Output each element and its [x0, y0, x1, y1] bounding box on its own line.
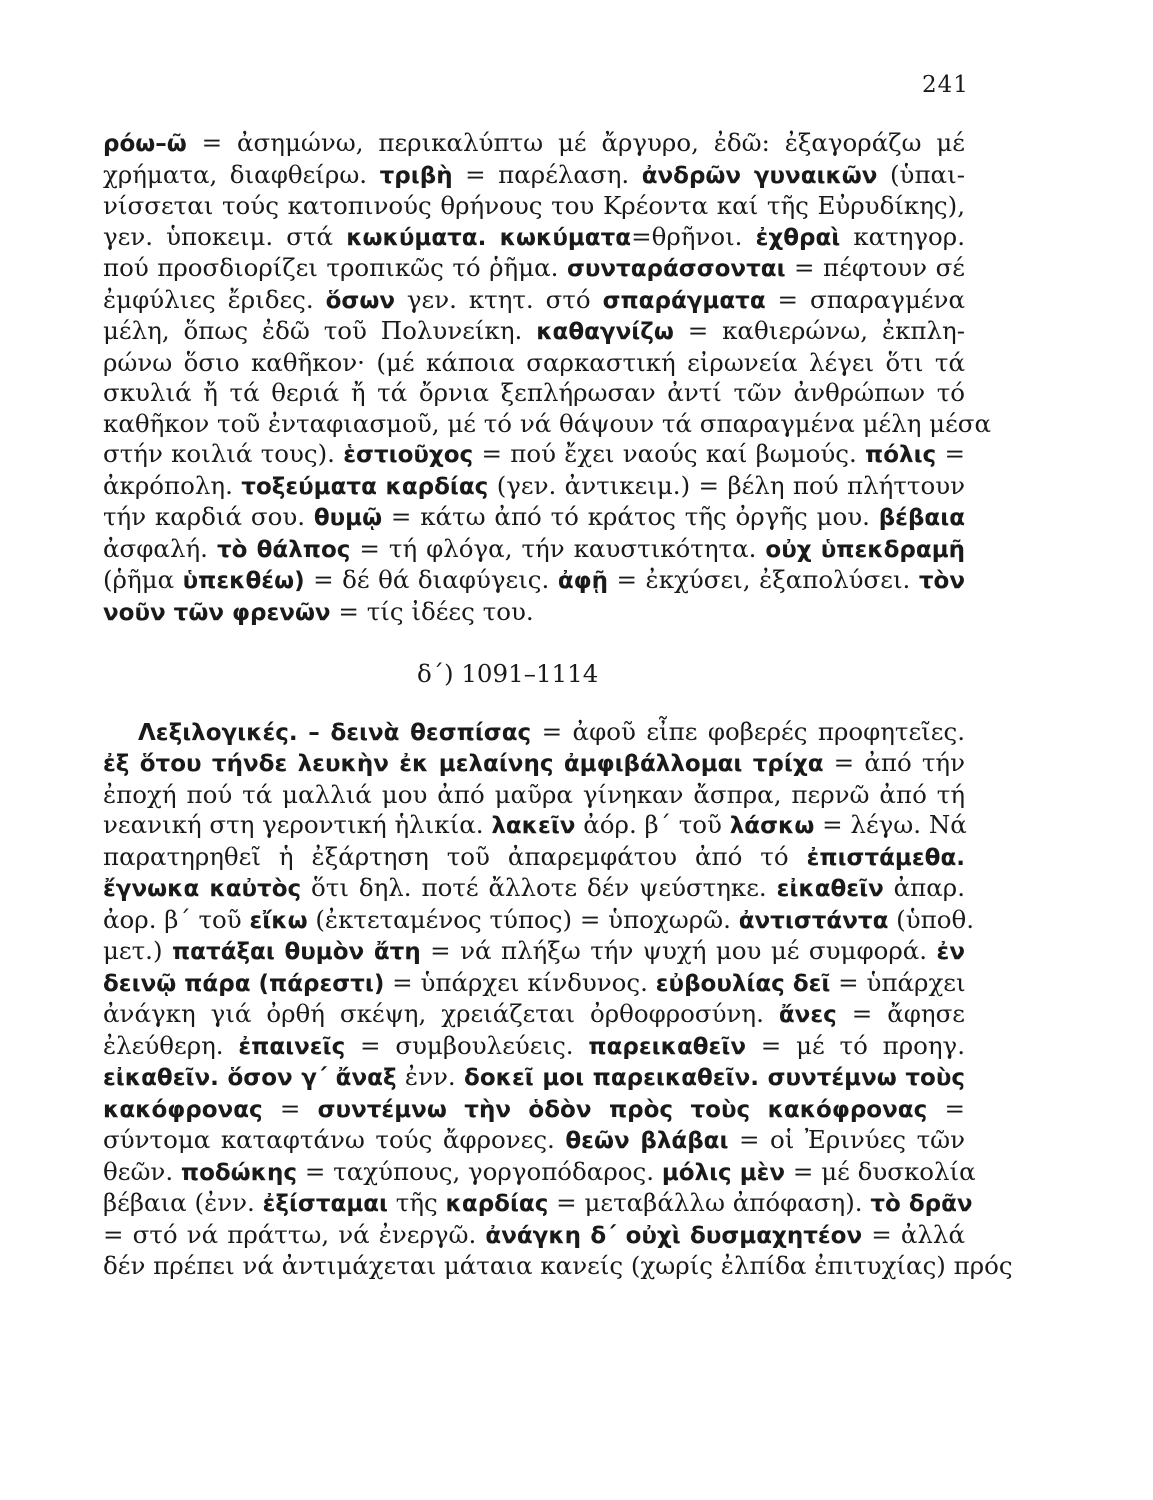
gloss-text: τῆς — [388, 1188, 446, 1217]
gloss-text: = πού ἔχει ναούς καί βωμούς. — [473, 439, 866, 468]
text-line — [103, 936, 965, 968]
text-line — [103, 748, 965, 780]
gloss-text: (ἐκτεταμένος τύπος) = ὑποχωρῶ. — [307, 904, 739, 934]
gloss-text: ρώνω ὅσιο καθῆκον· (μέ κάποια σαρκαστική εἰρωνεία λέγει ὅτι τά — [103, 347, 965, 377]
gloss-text: = μέ δυσκολία — [785, 1156, 976, 1186]
gloss-text: (ὑπαι- — [877, 159, 965, 189]
text-line — [103, 439, 965, 471]
gloss-text: χρήματα, διαφθείρω. — [103, 159, 380, 189]
glossary-term: παρεικαθεῖν — [588, 1033, 746, 1060]
gloss-text: γεν. ὑποκειμ. στά — [103, 221, 347, 251]
text-line — [103, 1251, 1013, 1282]
glossary-term: κακόφρονας — [103, 1096, 263, 1123]
glossary-term: πατάξαι θυμὸν ἄτη — [171, 939, 421, 965]
gloss-text: = — [936, 439, 965, 468]
glossary-term: λάσκω — [729, 813, 815, 839]
glossary-term: ἄνες — [778, 1002, 837, 1028]
glossary-term: ἐχθραὶ — [755, 224, 841, 251]
gloss-text: βέβαια (ἐνν. — [103, 1188, 263, 1217]
gloss-text: ἀορ. β΄ τοῦ — [103, 904, 250, 934]
gloss-text: = ἀφοῦ εἶπε φοβερές προφητεῖες. — [531, 716, 965, 746]
glossary-term: εἰκαθεῖν. ὅσον γ΄ ἄναξ — [103, 1065, 397, 1091]
gloss-text: σύντομα καταφτάνω τούς ἄφρονες. — [103, 1125, 566, 1154]
gloss-text: ἀνάγκη γιά ὀρθή σκέψη, χρειάζεται ὀρθοφροσύνη. — [103, 999, 779, 1028]
glossary-term: οὐχ ὑπεκδραμῆ — [765, 536, 965, 563]
glossary-term: τοξεύματα καρδίας — [241, 473, 489, 500]
gloss-text: = ἀσημώνω, περικαλύπτω μέ ἄργυρο, ἐδῶ: ἐξαγοράζω μέ — [186, 128, 965, 157]
gloss-text: = ὑπάρχει — [830, 967, 966, 997]
gloss-text: ἐνν. — [396, 1062, 465, 1091]
glossary-term: ἐξ ὅτου τήνδε λευκὴν ἐκ μελαίνης ἀμφιβάλλομαι τρίχα — [103, 751, 824, 777]
gloss-text: = — [927, 1093, 965, 1123]
glossary-term: σπαράγματα — [602, 287, 766, 314]
gloss-text: νεανική στη γεροντική ἡλικία. — [103, 810, 492, 839]
gloss-text: =θρῆνοι. — [631, 221, 756, 251]
gloss-text: ἐμφύλιες ἔριδες. — [103, 284, 326, 314]
glossary-term: τριβὴ — [379, 162, 453, 189]
glossary-block-1 — [103, 128, 992, 628]
gloss-text: = μεταβάλλω ἀπόφαση). — [548, 1188, 871, 1217]
glossary-term: βέβαια — [878, 505, 965, 531]
glossary-term: ἐπαινεῖς — [238, 1033, 346, 1060]
text-line — [103, 999, 965, 1031]
gloss-text: ἀσφαλή. — [103, 533, 217, 563]
gloss-text: = κάτω ἀπό τό κράτος τῆς ὀργῆς μου. — [382, 502, 879, 531]
text-line — [103, 253, 965, 285]
gloss-text: ἐλεύθερη. — [103, 1030, 239, 1060]
text-line — [103, 128, 965, 160]
text-line — [103, 565, 965, 597]
text-line — [103, 717, 965, 749]
text-line — [103, 1094, 965, 1126]
gloss-text: ἐποχή πού τά μαλλιά μου ἀπό μαῦρα γίνηκαν ἄσπρα, περνῶ ἀπό τή — [103, 779, 965, 809]
glossary-term: ἀντιστάντα — [738, 907, 889, 934]
glossary-term: νοῦν τῶν φρενῶν — [103, 599, 331, 626]
glossary-term: συνταράσσονται — [566, 256, 786, 282]
gloss-text: σκυλιά ἤ τά θεριά ἤ τά ὄρνια ξεπλήρωσαν ἀντί τῶν ἀνθρώπων τό — [103, 378, 965, 407]
glossary-term: ἐξίσταμαι — [262, 1191, 389, 1217]
gloss-text: δέν πρέπει νά ἀντιμάχεται μάταια κανείς (χωρίς ἐλπίδα ἐπιτυχίας) πρός — [103, 1251, 1013, 1280]
gloss-text: = καθιερώνω, ἐκπλη- — [673, 316, 965, 345]
gloss-text: = νά πλήξω τήν ψυχή μου μέ συμφορά. — [420, 936, 937, 965]
glossary-term: Λεξιλογικές. – δεινὰ θεσπίσας — [138, 719, 532, 746]
gloss-text: ὅτι δηλ. ποτέ ἄλλοτε δέν ψεύστηκε. — [301, 873, 777, 902]
gloss-text: = ἀλλά — [862, 1219, 965, 1249]
glossary-term: ἐπιστάμεθα. — [806, 844, 965, 871]
text-line — [103, 904, 975, 937]
gloss-text: κατηγορ. — [840, 221, 966, 251]
glossary-term: εὐβουλίας δεῖ — [655, 970, 831, 997]
text-line — [103, 780, 965, 811]
text-line — [103, 378, 965, 409]
gloss-text: μετ.) — [103, 936, 172, 965]
gloss-text: τήν καρδιά σου. — [103, 502, 314, 531]
text-line — [103, 810, 965, 842]
text-line — [103, 1220, 965, 1252]
gloss-text: = ἀπό τήν — [823, 748, 965, 777]
page-text — [103, 128, 1013, 1282]
glossary-block-2 — [103, 716, 1013, 1282]
gloss-text: = σπαραγμένα — [765, 284, 965, 314]
glossary-term: καθαγνίζω — [536, 319, 674, 345]
text-line — [103, 534, 965, 566]
glossary-term: θεῶν βλάβαι — [565, 1128, 729, 1154]
text-line — [103, 471, 965, 503]
gloss-text: = πέφτουν σέ — [785, 253, 965, 282]
text-line — [103, 873, 965, 905]
gloss-text: = λέγω. Νά — [814, 810, 967, 839]
glossary-term: τὸν — [918, 568, 965, 594]
gloss-text: = ταχύπους, γοργοπόδαρος. — [297, 1156, 662, 1186]
glossary-term: δεινῷ πάρα (πάρεστι) — [103, 970, 385, 997]
glossary-term: ὑπεκθέω) — [182, 568, 305, 594]
glossary-term: καρδίας — [445, 1191, 549, 1217]
gloss-text: = μέ τό προηγ. — [746, 1030, 965, 1060]
glossary-term: ἑστιοῦχος — [343, 442, 474, 468]
section-heading: δ΄) 1091–1114 — [417, 659, 599, 688]
glossary-term: εἰκαθεῖν — [776, 876, 884, 902]
glossary-term: τὸ δρᾶν — [870, 1191, 973, 1217]
gloss-text: = τίς ἰδέες του. — [330, 596, 534, 626]
gloss-text: (ῥῆμα — [103, 565, 183, 594]
text-line — [103, 1125, 965, 1157]
glossary-term: θυμῷ — [313, 505, 383, 531]
gloss-text: (ὑποθ. — [888, 904, 975, 934]
glossary-term: τὸ θάλπος — [216, 536, 351, 563]
glossary-term: εἴκω — [249, 907, 308, 934]
gloss-text: = στό νά πράττω, νά ἐνεργῶ. — [103, 1219, 486, 1249]
text-line — [103, 502, 965, 534]
glossary-term: ἀνάγκη δ΄ οὐχὶ δυσμαχητέον — [485, 1222, 863, 1249]
gloss-text: παρατηρηθεῖ ἡ ἐξάρτηση τοῦ ἀπαρεμφάτου ἀπό τό — [103, 841, 807, 871]
gloss-text: ἀόρ. β΄ τοῦ — [575, 810, 730, 839]
gloss-text: = — [262, 1093, 318, 1123]
glossary-term: ἔγνωκα καὐτὸς — [103, 876, 302, 902]
text-line — [103, 348, 965, 379]
gloss-text: πού προσδιορίζει τροπικῶς τό ῥῆμα. — [103, 253, 567, 282]
glossary-term: ἀφῇ — [557, 568, 608, 594]
gloss-text: = ἐκχύσει, ἐξαπολύσει. — [608, 565, 919, 594]
gloss-text: = συμβουλεύεις. — [345, 1030, 589, 1060]
text-line — [103, 968, 965, 1000]
text-line — [103, 1062, 965, 1094]
gloss-text: = ἄφησε — [836, 999, 966, 1028]
text-line — [103, 160, 965, 192]
page-number: 241 — [922, 72, 969, 98]
text-line — [103, 842, 965, 874]
gloss-text: γεν. κτητ. στό — [394, 284, 603, 314]
text-line — [103, 222, 965, 254]
glossary-term: κωκύματα. κωκύματα — [346, 224, 632, 251]
text-line — [103, 191, 965, 222]
glossary-term: συντέμνω τὴν ὁδὸν πρὸς τοὺς κακόφρονας — [317, 1096, 928, 1123]
gloss-text: = παρέλαση. — [452, 159, 642, 189]
text-line — [103, 597, 965, 629]
gloss-text: μέλη, ὅπως ἐδῶ τοῦ Πολυνείκη. — [103, 316, 537, 345]
text-line — [103, 1156, 976, 1189]
gloss-text: = ὑπάρχει κίνδυνος. — [384, 967, 656, 997]
text-line — [103, 408, 992, 440]
gloss-text: = οἱ Ἐρινύες τῶν — [728, 1125, 965, 1154]
glossary-term: δοκεῖ μοι παρεικαθεῖν. συντέμνω τοὺς — [464, 1065, 965, 1091]
glossary-term: ἐν — [936, 939, 966, 965]
glossary-term: ἀνδρῶν γυναικῶν — [641, 162, 878, 189]
gloss-text: = τή φλόγα, τήν καυστικότητα. — [350, 533, 766, 563]
text-line — [103, 285, 965, 317]
glossary-term: ρόω–ῶ — [103, 131, 187, 157]
glossary-term: ποδώκης — [180, 1159, 298, 1186]
gloss-text: = δέ θά διαφύγεις. — [304, 565, 558, 594]
glossary-term: μόλις μὲν — [661, 1159, 786, 1186]
text-line — [103, 1031, 965, 1063]
text-line — [103, 1188, 973, 1220]
gloss-text: νίσσεται τούς κατοπινούς θρήνους του Κρέοντα καί τῆς Εὐρυδίκης), — [103, 191, 965, 220]
glossary-term: λακεῖν — [491, 813, 576, 839]
gloss-text: καθῆκον τοῦ ἐνταφιασμοῦ, μέ τό νά θάψουν τά σπαραγμένα μέλη μέσα — [103, 408, 992, 438]
text-line — [103, 316, 965, 348]
gloss-text: (γεν. ἀντικειμ.) = βέλη πού πλήττουν — [488, 470, 966, 500]
glossary-term: ὅσων — [325, 287, 395, 314]
gloss-text: ἀπαρ. — [883, 873, 966, 902]
gloss-text: θεῶν. — [103, 1156, 181, 1186]
gloss-text: ἀκρόπολη. — [103, 470, 242, 500]
glossary-term: πόλις — [865, 442, 937, 468]
gloss-text: στήν κοιλιά τους). — [103, 439, 344, 468]
